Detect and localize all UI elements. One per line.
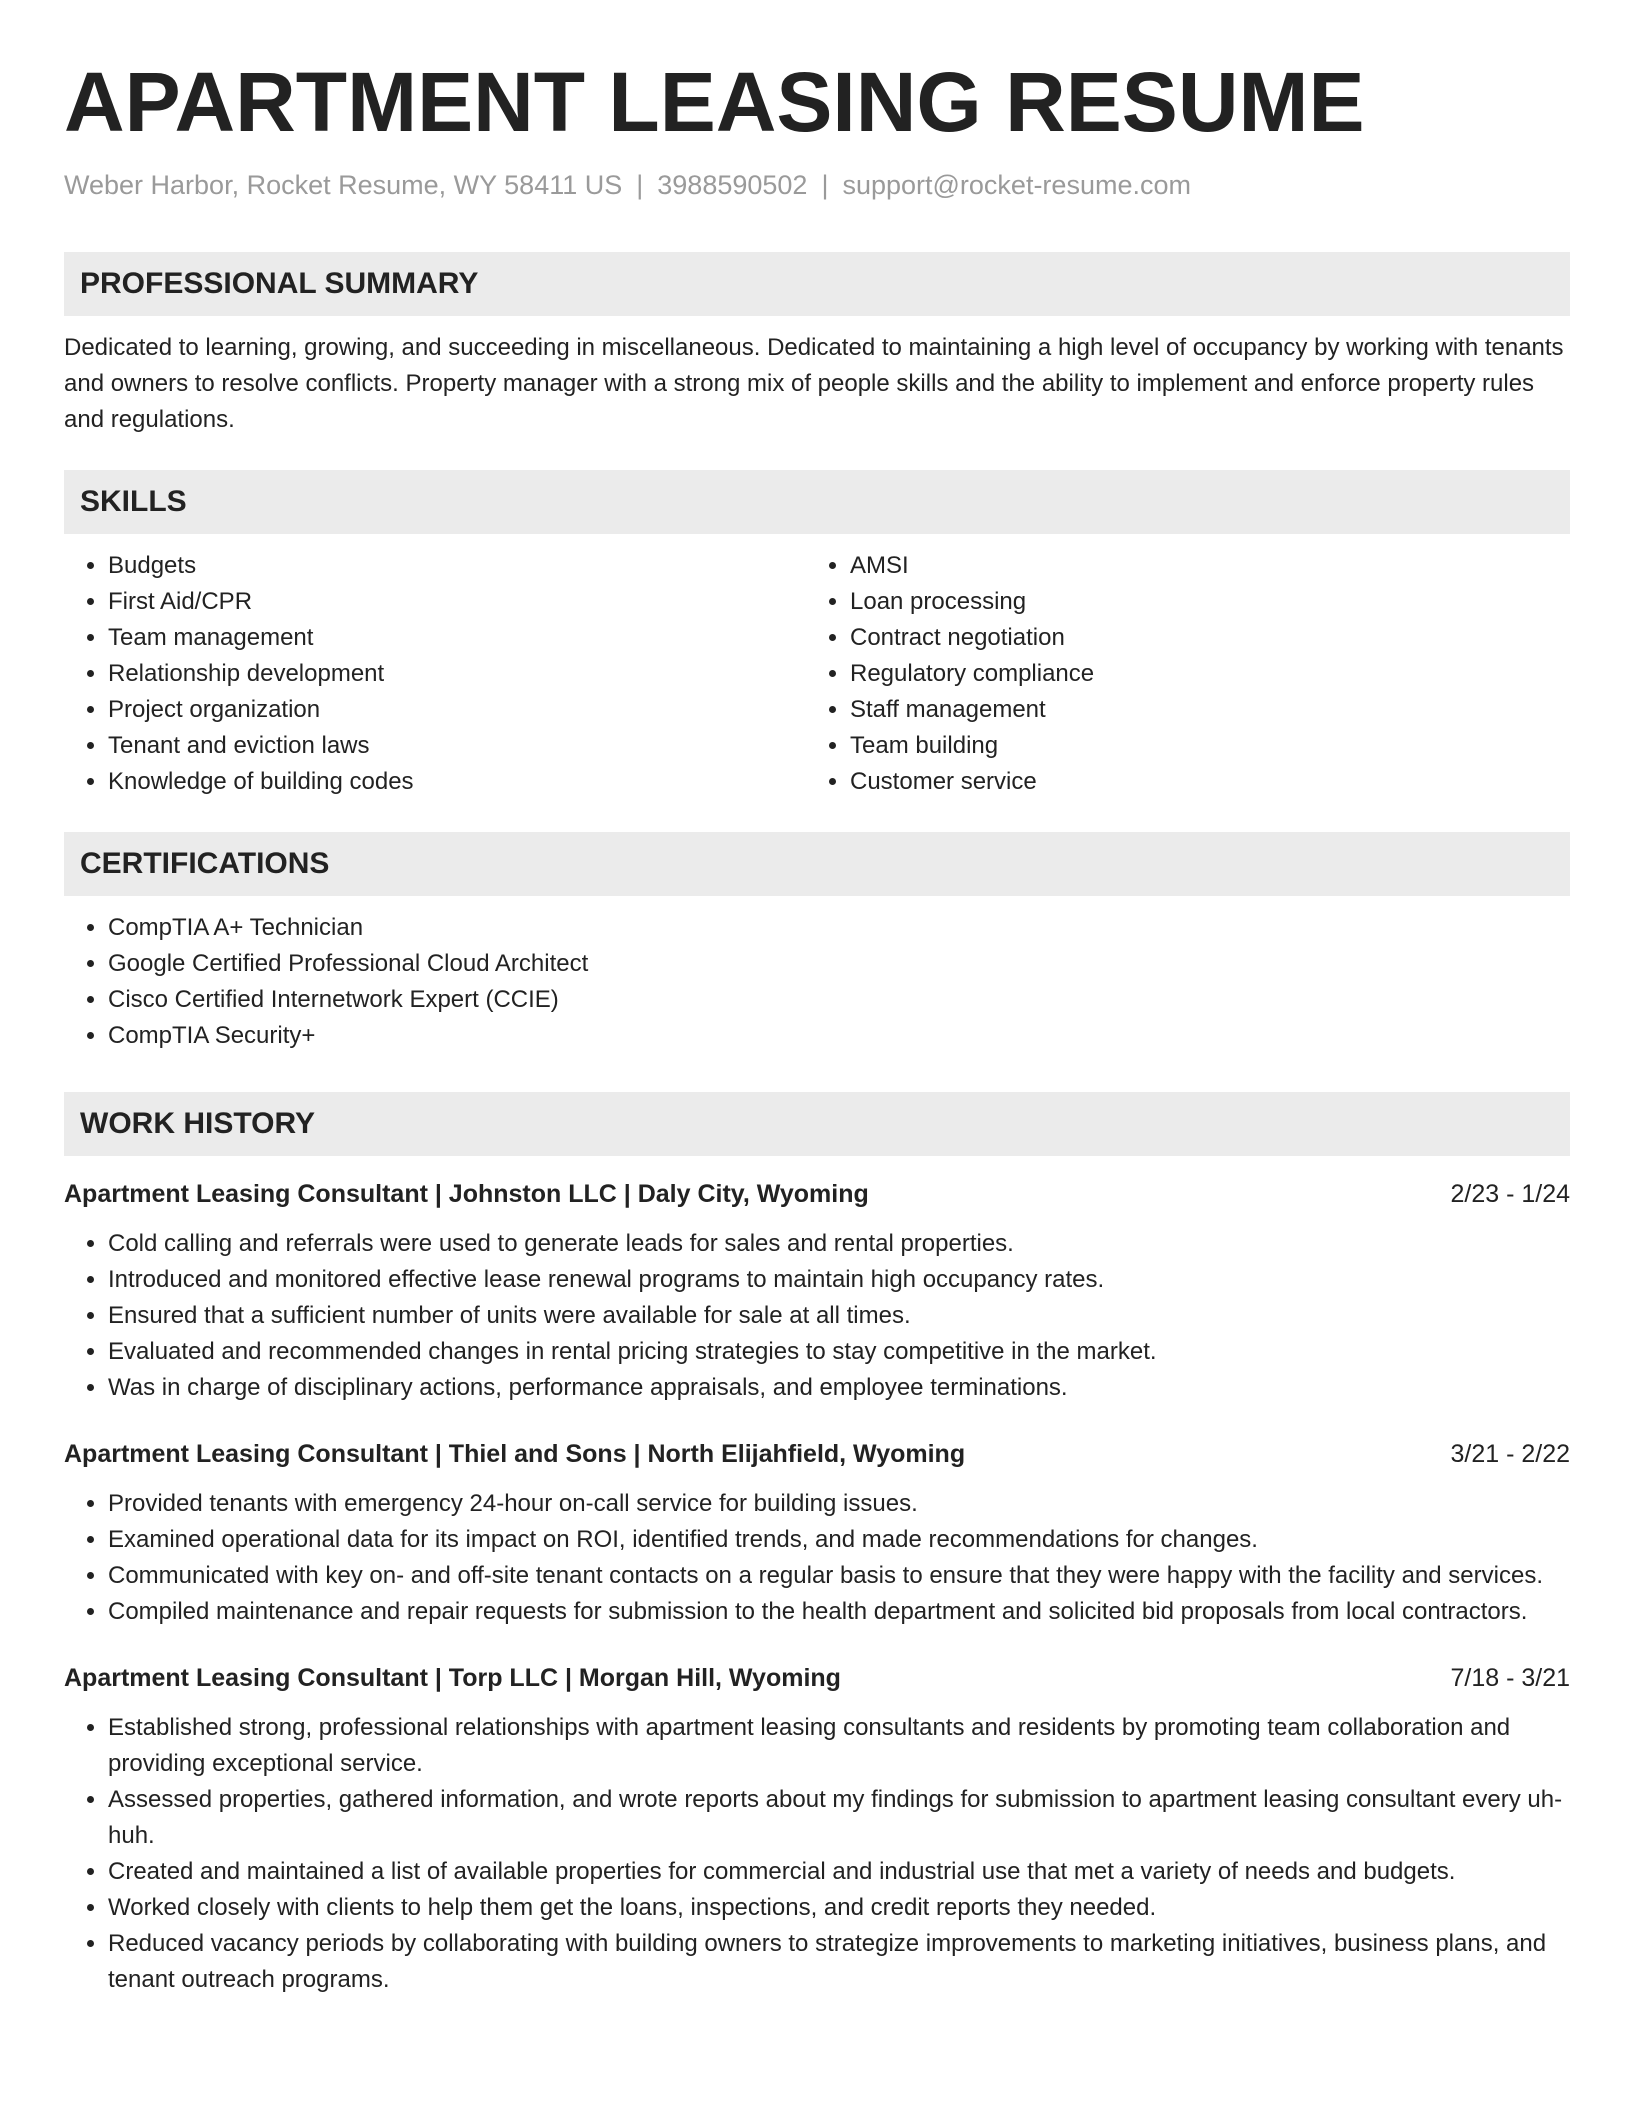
- skill-item: • Budgets: [108, 548, 806, 584]
- section-header-work-history: WORK HISTORY: [64, 1092, 1570, 1156]
- certification-item: • Cisco Certified Internetwork Expert (CCIE): [108, 982, 1570, 1018]
- job-bullet: • Assessed properties, gathered information, and wrote reports about my findings for submission to apartment leasing consultant every uh-huh.: [108, 1782, 1570, 1854]
- job-bullet: • Worked closely with clients to help them get the loans, inspections, and credit reports they needed.: [108, 1890, 1570, 1926]
- job-dates: 2/23 - 1/24: [1450, 1180, 1570, 1208]
- job-bullets: [64, 1710, 1570, 1998]
- job-bullet: • Established strong, professional relationships with apartment leasing consultants and residents by promoting team collaboration and providing exceptional service.: [108, 1710, 1570, 1782]
- skills-list-left: [64, 548, 806, 800]
- job-entry: [64, 1660, 1570, 1998]
- job-bullet: • Created and maintained a list of available properties for commercial and industrial use that met a variety of needs and budgets.: [108, 1854, 1570, 1890]
- contact-separator: |: [821, 170, 829, 200]
- certifications-list: [64, 910, 1570, 1054]
- skill-item: • Tenant and eviction laws: [108, 728, 806, 764]
- contact-phone: 3988590502: [657, 170, 808, 200]
- job-title: Apartment Leasing Consultant | Torp LLC | Morgan Hill, Wyoming: [64, 1664, 841, 1692]
- skill-item: • Contract negotiation: [850, 620, 1548, 656]
- job-title: Apartment Leasing Consultant | Thiel and Sons | North Elijahfield, Wyoming: [64, 1440, 966, 1468]
- skill-item: • AMSI: [850, 548, 1548, 584]
- job-bullet: • Introduced and monitored effective lease renewal programs to maintain high occupancy rates.: [108, 1262, 1570, 1298]
- job-bullet: • Provided tenants with emergency 24-hour on-call service for building issues.: [108, 1486, 1570, 1522]
- job-header: [64, 1436, 1570, 1472]
- summary-text: Dedicated to learning, growing, and succeeding in miscellaneous. Dedicated to maintaining a high level of occupancy by working with tenants and owners to resolve conflicts. Property manager with a strong mix of people skills and the ability to implement and enforce property rules and regulations.: [64, 334, 1564, 433]
- job-bullet: • Ensured that a sufficient number of units were available for sale at all times.: [108, 1298, 1570, 1334]
- contact-line: [64, 168, 1570, 202]
- job-bullet: • Was in charge of disciplinary actions, performance appraisals, and employee terminations.: [108, 1370, 1570, 1406]
- skill-item: • Customer service: [850, 764, 1548, 800]
- skill-item: • Team management: [108, 620, 806, 656]
- job-bullets: [64, 1486, 1570, 1630]
- skill-item: • Loan processing: [850, 584, 1548, 620]
- skills-grid: [64, 548, 1570, 800]
- skills-list-right: [806, 548, 1548, 800]
- job-title: Apartment Leasing Consultant | Johnston LLC | Daly City, Wyoming: [64, 1180, 869, 1208]
- job-bullet: • Compiled maintenance and repair requests for submission to the health department and solicited bid proposals from local contractors.: [108, 1594, 1570, 1630]
- contact-email: support@rocket-resume.com: [842, 170, 1191, 200]
- job-header: [64, 1176, 1570, 1212]
- certification-item: • CompTIA Security+: [108, 1018, 1570, 1054]
- job-header: [64, 1660, 1570, 1696]
- skill-item: • Project organization: [108, 692, 806, 728]
- contact-separator: |: [636, 170, 644, 200]
- job-bullet: • Cold calling and referrals were used to generate leads for sales and rental properties.: [108, 1226, 1570, 1262]
- job-entry: [64, 1176, 1570, 1406]
- skill-item: • Relationship development: [108, 656, 806, 692]
- skill-item: • First Aid/CPR: [108, 584, 806, 620]
- skill-item: • Regulatory compliance: [850, 656, 1548, 692]
- job-bullets: [64, 1226, 1570, 1406]
- certification-item: • CompTIA A+ Technician: [108, 910, 1570, 946]
- skill-item: • Team building: [850, 728, 1548, 764]
- skill-item: • Knowledge of building codes: [108, 764, 806, 800]
- skill-item: • Staff management: [850, 692, 1548, 728]
- job-bullet: • Evaluated and recommended changes in rental pricing strategies to stay competitive in the market.: [108, 1334, 1570, 1370]
- section-header-skills: SKILLS: [64, 470, 1570, 534]
- contact-address: Weber Harbor, Rocket Resume, WY 58411 US: [64, 170, 623, 200]
- certification-item: • Google Certified Professional Cloud Architect: [108, 946, 1570, 982]
- job-bullet: • Reduced vacancy periods by collaborating with building owners to strategize improvements to marketing initiatives, business plans, and tenant outreach programs.: [108, 1926, 1570, 1998]
- job-bullet: • Examined operational data for its impact on ROI, identified trends, and made recommendations for changes.: [108, 1522, 1570, 1558]
- resume-title: APARTMENT LEASING RESUME: [64, 55, 1365, 149]
- section-header-certifications: CERTIFICATIONS: [64, 832, 1570, 896]
- job-dates: 3/21 - 2/22: [1450, 1440, 1570, 1468]
- job-entry: [64, 1436, 1570, 1630]
- section-header-summary: PROFESSIONAL SUMMARY: [64, 252, 1570, 316]
- job-bullet: • Communicated with key on- and off-site tenant contacts on a regular basis to ensure that they were happy with the facility and services.: [108, 1558, 1570, 1594]
- job-dates: 7/18 - 3/21: [1450, 1664, 1570, 1692]
